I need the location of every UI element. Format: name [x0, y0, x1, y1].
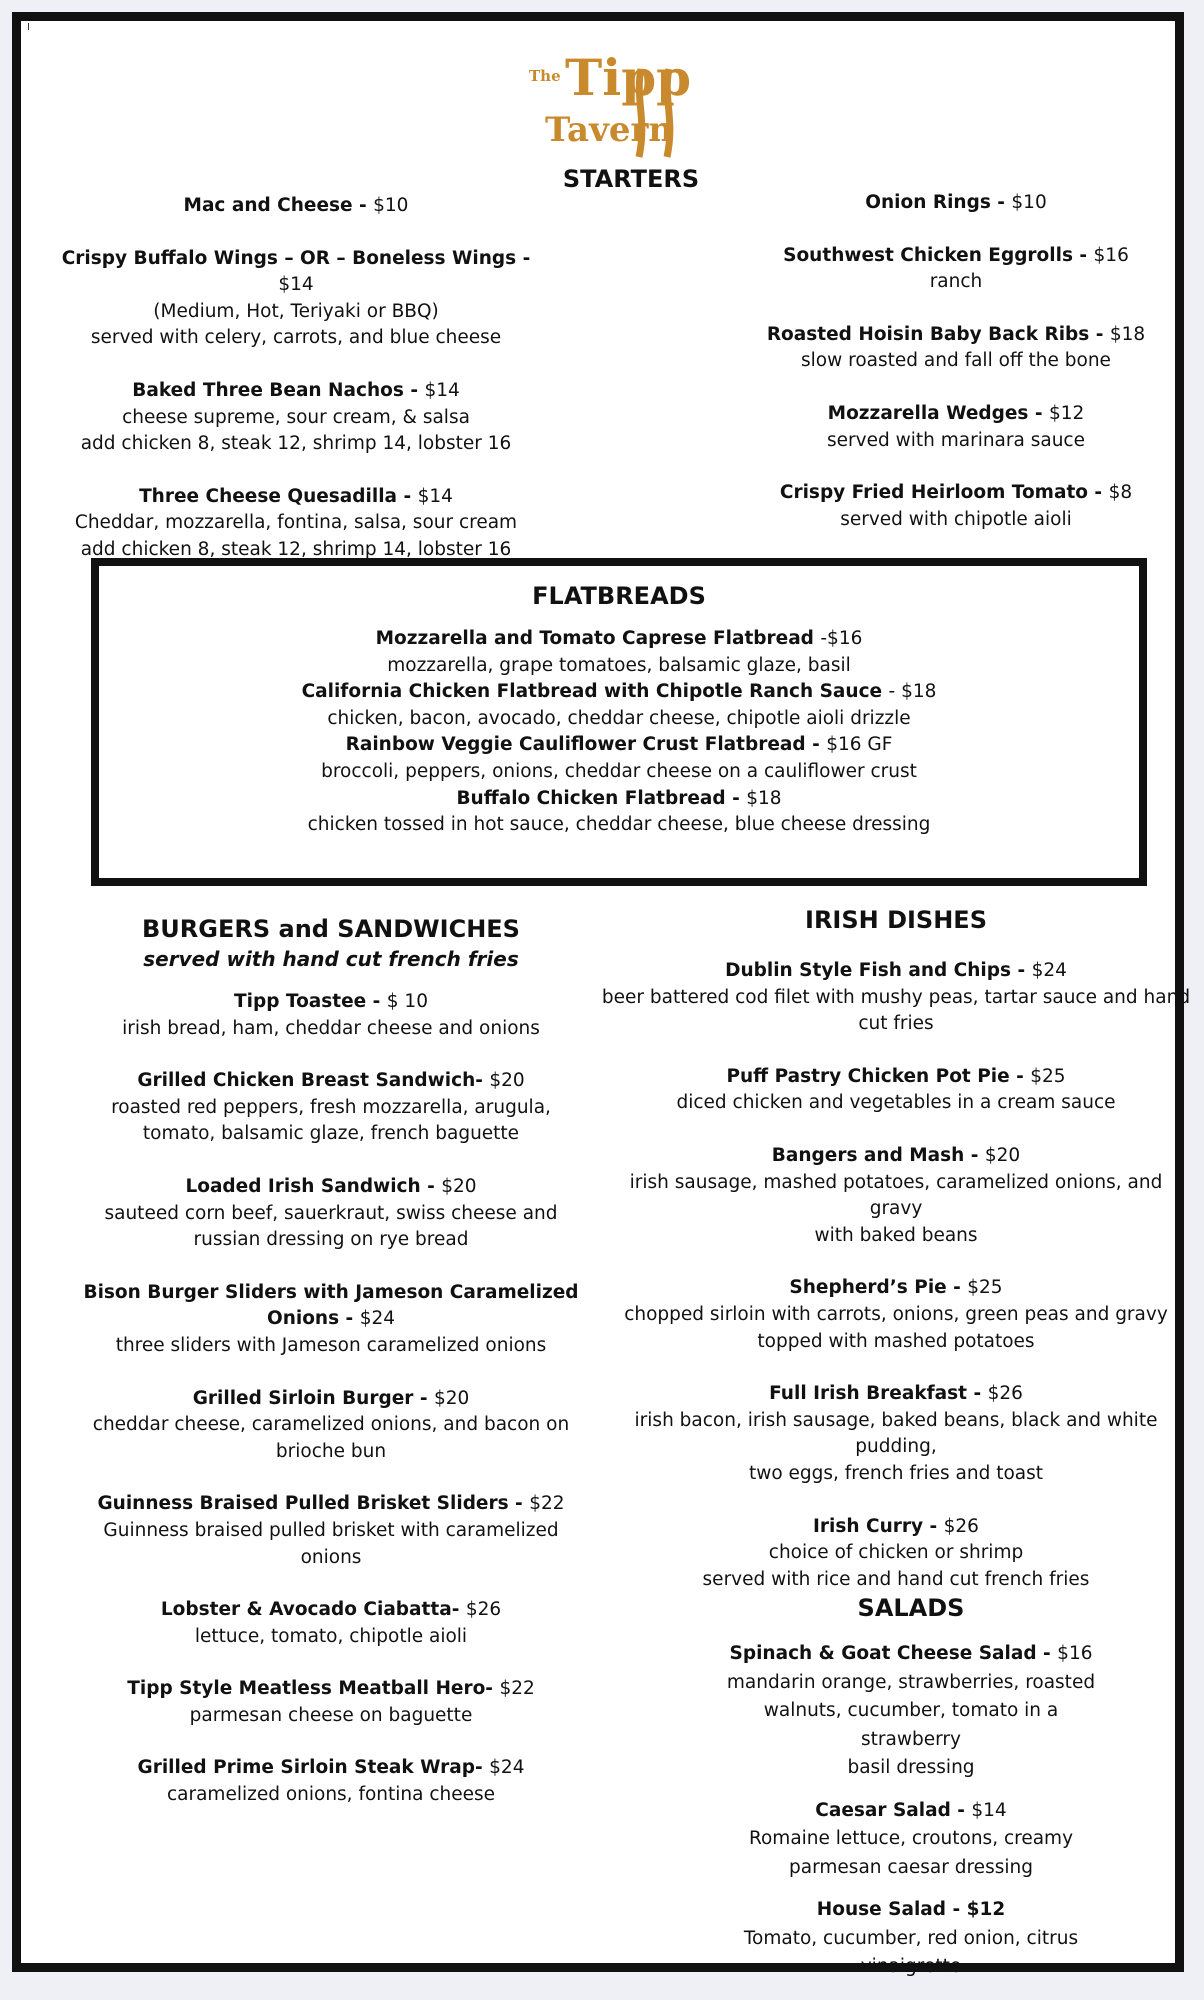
item-price: $16 GF: [826, 734, 893, 756]
item-name: Full Irish Breakfast -: [769, 1383, 988, 1405]
menu-item: [741, 322, 1171, 375]
item-description: mozzarella, grape tomatoes, balsamic glaze, basil: [387, 654, 851, 676]
item-description: parmesan cheese on baguette: [189, 1704, 473, 1726]
item-description: diced chicken and vegetables in a cream sauce: [676, 1092, 1116, 1114]
irish-title: IRISH DISHES: [805, 906, 987, 934]
item-description: vinaigrette: [860, 1956, 962, 1977]
item-description: basil dressing: [847, 1757, 975, 1778]
menu-item: [81, 1174, 581, 1254]
item-name: Puff Pastry Chicken Pot Pie -: [726, 1065, 1031, 1087]
item-name: Loaded Irish Sandwich -: [185, 1175, 442, 1197]
item-description: Tomato, cucumber, red onion, citrus: [743, 1927, 1079, 1949]
menu-item: [51, 484, 541, 564]
burgers-column: [81, 913, 581, 1835]
item-name: Tipp Style Meatless Meatball Hero-: [127, 1678, 500, 1700]
item-name: Lobster & Avocado Ciabatta-: [160, 1599, 466, 1621]
salads-column: [711, 1592, 1111, 1996]
item-price: $16: [1057, 1643, 1093, 1664]
item-description: broccoli, peppers, onions, cheddar cheese on a cauliflower crust: [321, 760, 917, 782]
item-price: $25: [1030, 1065, 1066, 1087]
item-description: cheese supreme, sour cream, & salsa: [122, 406, 470, 428]
item-description: add chicken 8, steak 12, shrimp 14, lobster 16: [80, 433, 512, 455]
item-price: $8: [1108, 482, 1133, 504]
item-description: mandarin orange, strawberries, roasted: [726, 1671, 1096, 1693]
item-description: served with marinara sauce: [827, 429, 1085, 451]
svg-text:Tipp: Tipp: [565, 48, 692, 107]
menu-item: [51, 378, 541, 458]
menu-item: [81, 1755, 581, 1808]
item-name: Roasted Hoisin Baby Back Ribs -: [766, 323, 1110, 345]
salads-title: SALADS: [857, 1594, 965, 1622]
starters-title: STARTERS: [562, 165, 700, 193]
item-description: cheddar cheese, caramelized onions, and bacon on: [92, 1414, 570, 1436]
item-description: irish bacon, irish sausage, baked beans, black and white pudding,: [634, 1409, 1158, 1458]
item-description: Cheddar, mozzarella, fontina, salsa, sour cream: [74, 512, 518, 534]
burgers-list: [81, 989, 581, 1809]
item-price: $16: [1093, 244, 1129, 266]
item-name: Spinach & Goat Cheese Salad -: [729, 1643, 1058, 1664]
item-name: House Salad -: [816, 1899, 967, 1920]
svg-text:Tavern: Tavern: [545, 110, 674, 150]
item-name: Caesar Salad -: [815, 1799, 972, 1821]
menu-item: [601, 1381, 1191, 1487]
item-price: $20: [984, 1144, 1021, 1166]
item-name: California Chicken Flatbread with Chipotle Ranch Sauce: [301, 681, 889, 703]
item-price: $25: [967, 1277, 1003, 1299]
item-name: Crispy Buffalo Wings – OR – Boneless Wings -: [61, 247, 531, 269]
item-price: $26: [987, 1383, 1023, 1405]
menu-item: [711, 1640, 1111, 1783]
item-description: choice of chicken or shrimp: [768, 1542, 1024, 1564]
item-price: $12: [1049, 402, 1085, 424]
item-name: Bison Burger Sliders with Jameson Caramelized Onions -: [83, 1281, 579, 1330]
item-description: slow roasted and fall off the bone: [801, 350, 1111, 372]
menu-item: [741, 480, 1171, 533]
item-price: $24: [489, 1757, 525, 1779]
item-description: onions: [300, 1546, 362, 1568]
flatbreads-list: [99, 626, 1139, 839]
item-description: roasted red peppers, fresh mozzarella, arugula,: [111, 1096, 551, 1118]
item-description: served with celery, carrots, and blue cheese: [90, 327, 502, 349]
item-description: two eggs, french fries and toast: [748, 1462, 1044, 1484]
item-name: Grilled Sirloin Burger -: [192, 1387, 434, 1409]
item-name: Onion Rings -: [865, 192, 1012, 213]
item-description: chicken tossed in hot sauce, cheddar cheese, blue cheese dressing: [307, 814, 931, 836]
item-description: topped with mashed potatoes: [757, 1330, 1035, 1352]
svg-text:The: The: [529, 67, 561, 85]
flatbreads-title: FLATBREADS: [532, 582, 706, 610]
item-description: beer battered cod filet with mushy peas, tartar sauce and hand: [601, 986, 1191, 1008]
item-name: Buffalo Chicken Flatbread -: [456, 787, 747, 809]
item-name: Grilled Chicken Breast Sandwich-: [137, 1070, 490, 1092]
menu-item: [99, 626, 1139, 679]
item-description: served with rice and hand cut french fries: [702, 1568, 1090, 1590]
burgers-title: BURGERS and SANDWICHES: [142, 915, 520, 943]
menu-item: [51, 246, 541, 352]
item-price: $14: [278, 274, 314, 296]
item-price: $20: [433, 1387, 470, 1409]
item-name: Shepherd’s Pie -: [789, 1277, 968, 1299]
item-price: $22: [529, 1493, 565, 1515]
item-description: cut fries: [858, 1013, 934, 1035]
item-price: $26: [465, 1599, 502, 1621]
item-price: $24: [1031, 960, 1067, 981]
item-price: - $18: [888, 681, 937, 703]
item-name: Bangers and Mash -: [771, 1144, 985, 1166]
item-description: caramelized onions, fontina cheese: [166, 1784, 496, 1806]
item-price: $18: [1109, 323, 1146, 345]
item-price: $18: [746, 787, 782, 809]
item-description: chopped sirloin with carrots, onions, green peas and gravy: [624, 1303, 1168, 1325]
item-name: Southwest Chicken Eggrolls -: [783, 244, 1094, 266]
item-description: irish sausage, mashed potatoes, caramelized onions, and gravy: [629, 1171, 1163, 1220]
item-price: $14: [417, 485, 453, 507]
item-price: $14: [971, 1799, 1007, 1821]
menu-item: [601, 1275, 1191, 1355]
item-name: Tipp Toastee -: [234, 991, 387, 1012]
item-description: brioche bun: [275, 1440, 387, 1462]
item-price: $20: [489, 1070, 525, 1092]
item-name: Mac and Cheese -: [183, 195, 374, 216]
corner-mark: I: [27, 22, 30, 33]
menu-item: [81, 1386, 581, 1466]
tipp-tavern-logo: [529, 39, 709, 159]
menu-page: [12, 12, 1191, 1977]
item-description: Romaine lettuce, croutons, creamy: [748, 1828, 1074, 1849]
starters-right-column: [741, 190, 1171, 559]
item-description: three sliders with Jameson caramelized onions: [115, 1334, 547, 1356]
item-price: $14: [424, 379, 460, 401]
item-price: -$16: [820, 628, 863, 649]
menu-item: [99, 786, 1139, 839]
item-name: Three Cheese Quesadilla -: [139, 485, 418, 507]
irish-list: [601, 958, 1191, 1593]
item-name: Crispy Fried Heirloom Tomato -: [779, 482, 1109, 504]
menu-item: [81, 1280, 581, 1360]
menu-item: [711, 1797, 1111, 1883]
starters-left-column: [51, 193, 541, 590]
menu-item: [741, 401, 1171, 454]
item-name: Mozzarella Wedges -: [827, 402, 1049, 424]
menu-item: [601, 1514, 1191, 1594]
item-description: sauteed corn beef, sauerkraut, swiss cheese and: [104, 1202, 558, 1224]
menu-item: [601, 1143, 1191, 1249]
item-description: served with chipotle aioli: [840, 508, 1072, 530]
item-name: Grilled Prime Sirloin Steak Wrap-: [137, 1757, 490, 1779]
item-description: lettuce, tomato, chipotle aioli: [194, 1625, 468, 1647]
item-price: $ 10: [386, 991, 428, 1012]
item-description: russian dressing on rye bread: [193, 1229, 469, 1251]
item-price: $10: [1011, 192, 1047, 213]
irish-column: [601, 904, 1191, 1619]
item-description: walnuts, cucumber, tomato in a strawberry: [763, 1700, 1059, 1750]
item-name: Irish Curry -: [813, 1515, 944, 1537]
menu-item: [81, 989, 581, 1042]
item-price: $22: [499, 1678, 535, 1700]
menu-item: [81, 1068, 581, 1148]
menu-item: [741, 190, 1171, 217]
salads-list: [711, 1640, 1111, 1982]
menu-item: [81, 1491, 581, 1571]
item-name: Baked Three Bean Nachos -: [132, 379, 425, 401]
item-name: Rainbow Veggie Cauliflower Crust Flatbread -: [345, 734, 827, 756]
item-name: Mozzarella and Tomato Caprese Flatbread: [375, 628, 821, 649]
item-price: $20: [441, 1175, 477, 1197]
item-description: parmesan caesar dressing: [789, 1856, 1033, 1878]
menu-item: [51, 193, 541, 220]
item-description: Guinness braised pulled brisket with caramelized: [103, 1519, 559, 1541]
menu-item: [99, 732, 1139, 785]
menu-item: [99, 679, 1139, 732]
item-name: Dublin Style Fish and Chips -: [725, 960, 1032, 981]
item-description: irish bread, ham, cheddar cheese and onions: [122, 1017, 540, 1039]
menu-item: [601, 958, 1191, 1038]
item-description: with baked beans: [814, 1224, 978, 1246]
item-price: $10: [373, 195, 409, 216]
item-description: chicken, bacon, avocado, cheddar cheese, chipotle aioli drizzle: [327, 707, 911, 729]
burgers-subtitle: served with hand cut french fries: [143, 947, 519, 971]
item-price: $12: [966, 1899, 1006, 1920]
menu-item: [741, 243, 1171, 296]
menu-item: [601, 1064, 1191, 1117]
item-description: add chicken 8, steak 12, shrimp 14, lobster 16: [80, 538, 512, 560]
item-description: tomato, balsamic glaze, french baguette: [142, 1123, 520, 1145]
menu-item: [81, 1676, 581, 1729]
item-price: $26: [943, 1515, 979, 1537]
item-price: $24: [359, 1308, 395, 1330]
item-description: ranch: [929, 271, 983, 293]
item-name: Guinness Braised Pulled Brisket Sliders -: [97, 1493, 530, 1515]
flatbreads-box: [91, 558, 1147, 886]
menu-item: [81, 1597, 581, 1650]
item-description: (Medium, Hot, Teriyaki or BBQ): [153, 300, 439, 322]
menu-item: [711, 1896, 1111, 1982]
